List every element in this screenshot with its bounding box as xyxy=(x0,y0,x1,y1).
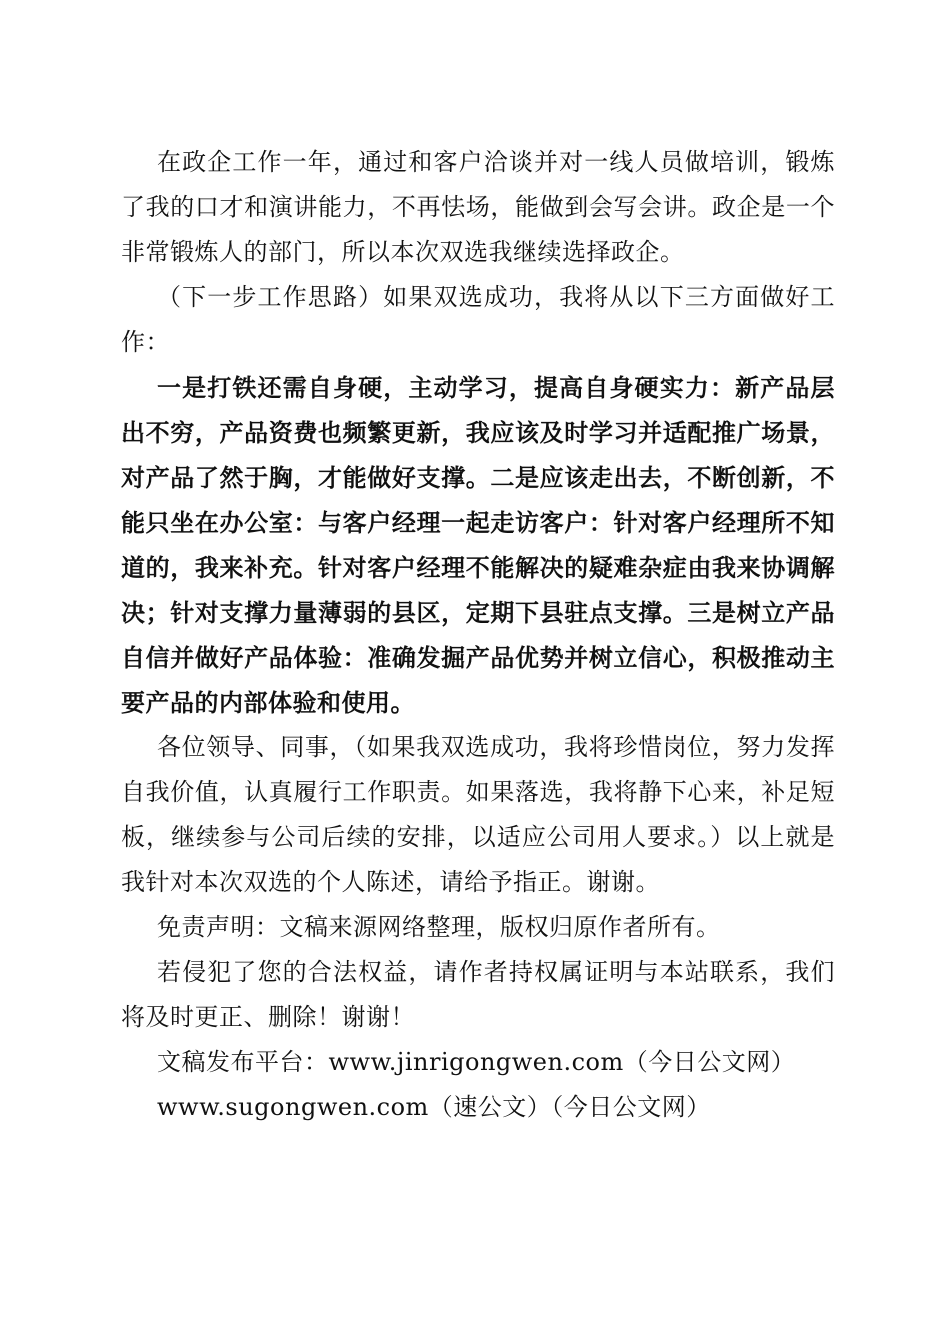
paragraph-experience: 在政企工作一年，通过和客户洽谈并对一线人员做培训，锻炼了我的口才和演讲能力，不再怯场，能做到会写会讲。政企是一个非常锻炼人的部门，所以本次双选我继续选择政企。 xyxy=(121,148,835,266)
paragraph-closing: 各位领导、同事，（如果我双选成功，我将珍惜岗位，努力发挥自我价值，认真履行工作职责。如果落选，我将静下心来，补足短板，继续参与公司后续的安排，以适应公司用人要求。）以上就是我针对本次双选的个人陈述，请给予指正。谢谢。 xyxy=(121,733,835,896)
paragraph-infringement-notice: 若侵犯了您的合法权益，请作者持权属证明与本站联系，我们将及时更正、删除！谢谢！ xyxy=(121,958,835,1031)
paragraph-next-steps-intro: （下一步工作思路）如果双选成功，我将从以下三方面做好工作： xyxy=(121,283,835,356)
paragraph-work-plan: 一是打铁还需自身硬，主动学习，提高自身硬实力：新产品层出不穷，产品资费也频繁更新，我应该及时学习并适配推广场景，对产品了然于胸，才能做好支撑。二是应该走出去，不断创新，不能只坐在办公室：与客户经理一起走访客户：针对客户经理所不知道的，我来补充。针对客户经理不能解决的疑难杂症由我来协调解决；针对支撑力量薄弱的县区，定期下县驻点支撑。三是树立产品自信并做好产品体验：准确发掘产品优势并树立信心，积极推动主要产品的内部体验和使用。 xyxy=(121,373,835,717)
document-body xyxy=(121,140,835,1130)
paragraph-publish-site: www.sugongwen.com（速公文）（今日公文网） xyxy=(157,1093,711,1121)
paragraph-disclaimer: 免责声明：文稿来源网络整理，版权归原作者所有。 xyxy=(157,913,721,941)
paragraph-publish-platform: 文稿发布平台：www.jinrigongwen.com（今日公文网） xyxy=(157,1048,796,1076)
